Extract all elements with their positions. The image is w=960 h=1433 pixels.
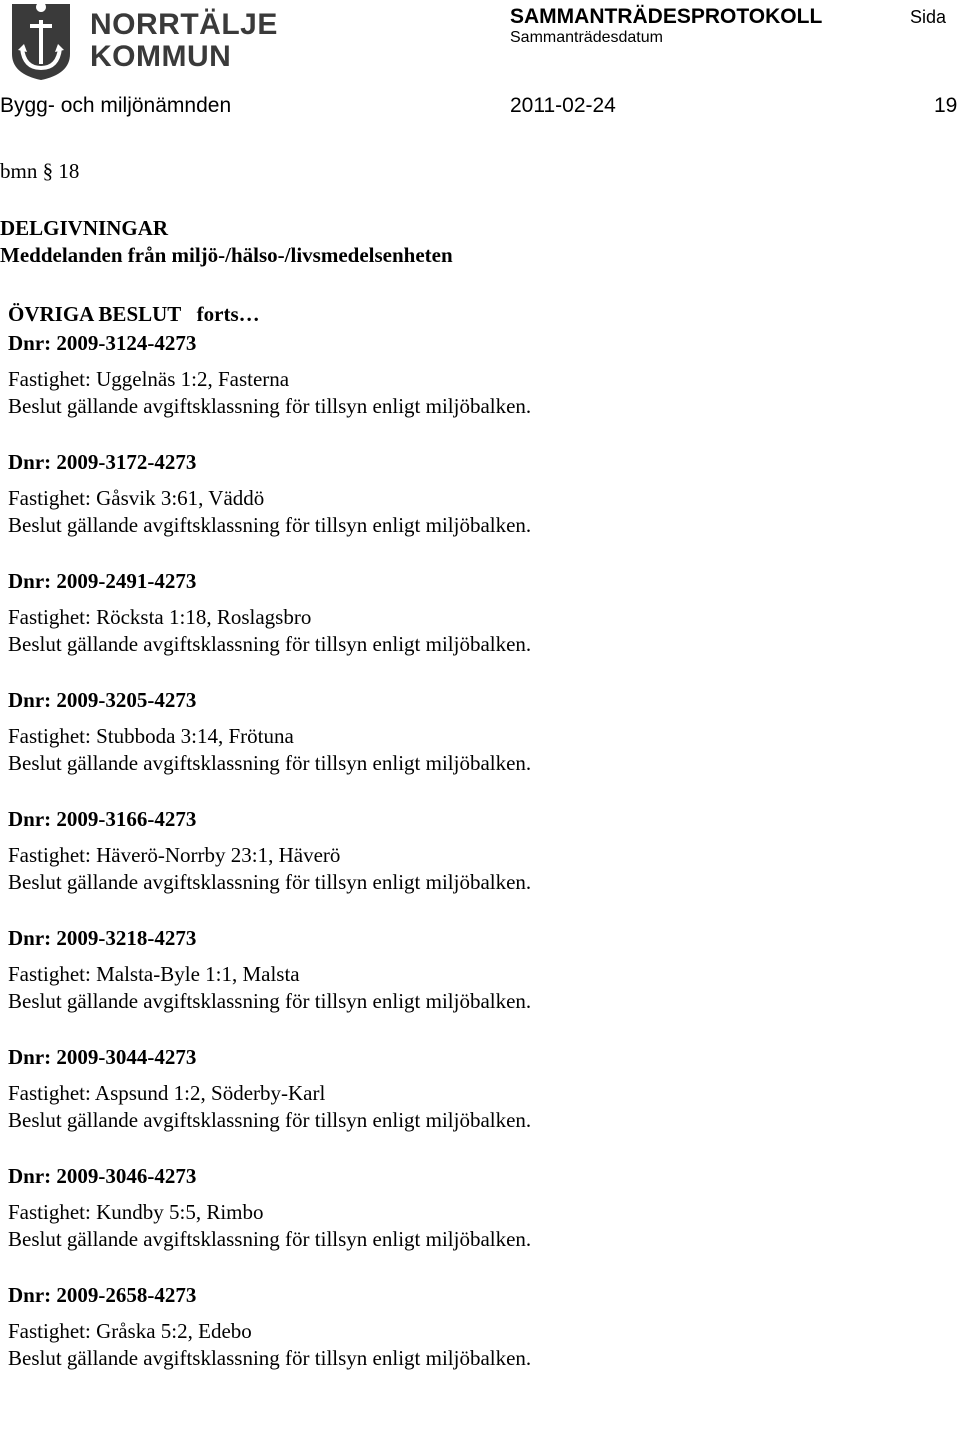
decision-entry [8,925,948,1015]
entry-property: Fastighet: Gråska 5:2, Edebo [8,1319,252,1343]
entry-property: Fastighet: Röcksta 1:18, Roslagsbro [8,605,312,629]
entry-dnr: Dnr: 2009-3218-4273 [8,926,197,950]
entry-decision: Beslut gällande avgiftsklassning för tillsyn enligt miljöbalken. [8,632,532,656]
entry-dnr: Dnr: 2009-2658-4273 [8,1283,197,1307]
page-number: 19 [934,94,958,117]
decision-entry [8,330,948,420]
entry-dnr: Dnr: 2009-3124-4273 [8,331,197,355]
anchor-shield-icon [10,2,72,82]
entry-decision: Beslut gällande avgiftsklassning för tillsyn enligt miljöbalken. [8,989,532,1013]
decision-list [8,330,948,1372]
entry-dnr: Dnr: 2009-3205-4273 [8,688,197,712]
entry-property: Fastighet: Uggelnäs 1:2, Fasterna [8,367,290,391]
decision-entry [8,806,948,896]
committee-name: Bygg- och miljönämnden [0,94,232,117]
entry-decision: Beslut gällande avgiftsklassning för tillsyn enligt miljöbalken. [8,1108,532,1132]
group-title: ÖVRIGA BESLUT forts… [8,302,260,326]
decision-entry [8,449,948,539]
decision-entry [8,1163,948,1253]
meeting-date-label: Sammanträdesdatum [510,29,663,46]
meeting-date: 2011-02-24 [510,94,616,117]
entry-decision: Beslut gällande avgiftsklassning för tillsyn enligt miljöbalken. [8,513,532,537]
paragraph-reference: bmn § 18 [0,159,80,183]
decision-entry [8,1044,948,1134]
decision-entry [8,1282,948,1372]
entry-dnr: Dnr: 2009-3172-4273 [8,450,197,474]
entry-property: Fastighet: Malsta-Byle 1:1, Malsta [8,962,300,986]
section-title: DELGIVNINGAR [0,216,169,240]
document-title: SAMMANTRÄDESPROTOKOLL [510,5,823,28]
logo-text-line1: NORRTÄLJE [90,8,278,41]
entry-property: Fastighet: Häverö-Norrby 23:1, Häverö [8,843,341,867]
entry-decision: Beslut gällande avgiftsklassning för tillsyn enligt miljöbalken. [8,1227,532,1251]
decision-entry [8,687,948,777]
logo-text-line2: KOMMUN [90,40,232,73]
decision-entry [8,568,948,658]
municipality-logo [10,2,278,82]
entry-dnr: Dnr: 2009-3166-4273 [8,807,197,831]
entry-decision: Beslut gällande avgiftsklassning för tillsyn enligt miljöbalken. [8,751,532,775]
entry-decision: Beslut gällande avgiftsklassning för tillsyn enligt miljöbalken. [8,394,532,418]
entry-property: Fastighet: Stubboda 3:14, Frötuna [8,724,294,748]
entry-dnr: Dnr: 2009-3046-4273 [8,1164,197,1188]
entry-dnr: Dnr: 2009-3044-4273 [8,1045,197,1069]
entry-property: Fastighet: Aspsund 1:2, Söderby-Karl [8,1081,326,1105]
entry-property: Fastighet: Gåsvik 3:61, Väddö [8,486,265,510]
entry-dnr: Dnr: 2009-2491-4273 [8,569,197,593]
section-subtitle: Meddelanden från miljö-/hälso-/livsmedelsenheten [0,243,453,267]
entry-decision: Beslut gällande avgiftsklassning för tillsyn enligt miljöbalken. [8,870,532,894]
page-label: Sida [910,7,947,27]
entry-decision: Beslut gällande avgiftsklassning för tillsyn enligt miljöbalken. [8,1346,532,1370]
entry-property: Fastighet: Kundby 5:5, Rimbo [8,1200,264,1224]
